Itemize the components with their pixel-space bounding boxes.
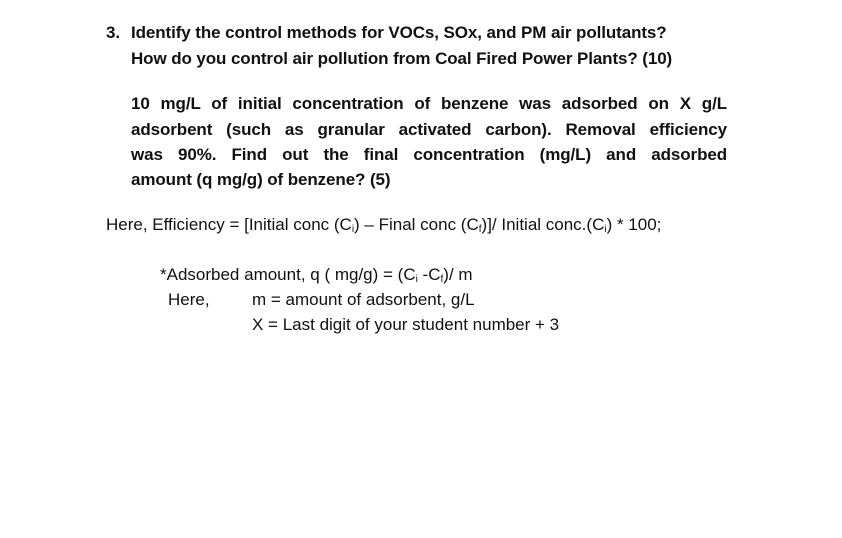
adsorbed-formula [160, 266, 473, 283]
here-label: Here, [168, 290, 210, 309]
adsorbed-sub-1: i [415, 274, 418, 285]
problem-line-4: amount (q mg/g) of benzene? (5) [131, 170, 391, 189]
problem-line-1: 10 mg/L of initial concentration of benzene was adsorbed on X g/L [131, 94, 727, 113]
efficiency-text-2: ) – Final conc (C [354, 215, 479, 234]
adsorbed-sub-2: f [440, 274, 444, 285]
question-line-1: Identify the control methods for VOCs, SOx, and PM air pollutants? [131, 23, 667, 42]
efficiency-text-3: )]/ Initial conc.(C [481, 215, 605, 234]
question-line-2: How do you control air pollution from Coal Fired Power Plants? (10) [131, 49, 673, 68]
m-definition: m = amount of adsorbent, g/L [252, 290, 475, 309]
adsorbed-text-3: )/ m [443, 265, 473, 284]
efficiency-formula [106, 216, 661, 233]
efficiency-text-1: Here, Efficiency = [Initial conc (C [106, 215, 352, 234]
x-definition: X = Last digit of your student number + 3 [252, 315, 560, 334]
problem-line-3: was 90%. Find out the final concentration (mg/L) and adsorbed [131, 145, 727, 164]
efficiency-text-4: ) * 100; [606, 215, 662, 234]
efficiency-sub-1: i [351, 224, 355, 235]
efficiency-sub-2: f [478, 224, 482, 235]
problem-line-2: adsorbent (such as granular activated carbon). Removal efficiency [131, 120, 727, 139]
adsorbed-text-2: -C [417, 265, 441, 284]
efficiency-sub-3: i [604, 224, 607, 235]
adsorbed-text-1: *Adsorbed amount, q ( mg/g) = (C [160, 265, 416, 284]
question-number: 3. [106, 23, 120, 42]
